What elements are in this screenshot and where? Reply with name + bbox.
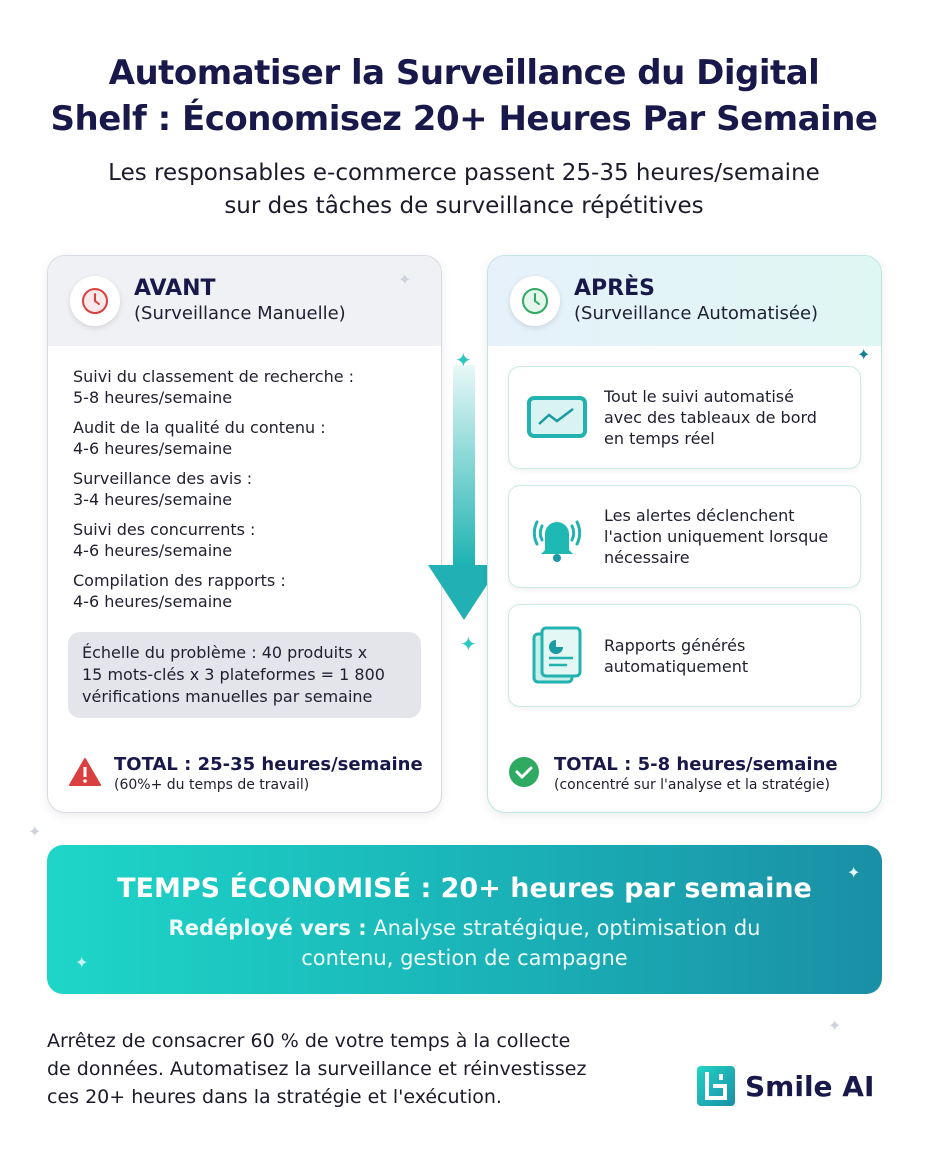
task-label: Compilation des rapports :: [73, 571, 286, 590]
before-total-value: TOTAL : 25-35 heures/semaine: [114, 754, 423, 775]
scale-line: 15 mots-clés x 3 plateformes = 1 800: [82, 665, 385, 684]
sparkle-icon: ✦: [28, 822, 42, 841]
subtitle-line-2: sur des tâches de surveillance répétitives: [224, 193, 704, 219]
brand-name: Smile AI: [745, 1069, 875, 1103]
feature-text: en temps réel: [604, 429, 715, 448]
before-total: [68, 754, 423, 794]
list-item: [73, 366, 416, 408]
bell-alert-icon: [509, 510, 604, 564]
feature-text: Tout le suivi automatisé: [604, 387, 794, 406]
sparkle-icon: ✦: [455, 348, 472, 372]
scale-line: Échelle du problème : 40 produits x: [82, 643, 368, 662]
task-hours: 3-4 heures/semaine: [73, 490, 233, 509]
title-line-2: Shelf : Économisez 20+ Heures Par Semaine: [50, 99, 878, 139]
sparkle-icon: ✦: [828, 1016, 842, 1035]
sparkle-icon: ✦: [75, 953, 89, 972]
sparkle-icon: ✦: [847, 863, 861, 882]
task-hours: 4-6 heures/semaine: [73, 541, 233, 560]
after-card: [487, 255, 882, 813]
banner-text-1: Analyse stratégique, optimisation du: [366, 916, 761, 940]
task-hours: 5-8 heures/semaine: [73, 388, 233, 407]
banner-text: [47, 913, 882, 973]
task-label: Surveillance des avis :: [73, 469, 253, 488]
brand-logo: [697, 1066, 874, 1106]
clock-icon: [70, 276, 120, 326]
feature-card: [508, 366, 861, 469]
banner-text-2: contenu, gestion de campagne: [301, 946, 628, 970]
before-heading: AVANT: [134, 276, 216, 301]
before-subheading: (Surveillance Manuelle): [134, 303, 346, 324]
task-label: Audit de la qualité du contenu :: [73, 418, 326, 437]
scale-line: vérifications manuelles par semaine: [82, 687, 373, 706]
feature-text: l'action uniquement lorsque: [604, 527, 829, 546]
before-total-note: (60%+ du temps de travail): [114, 777, 310, 793]
feature-text: avec des tableaux de bord: [604, 408, 817, 427]
task-label: Suivi du classement de recherche :: [73, 367, 355, 386]
after-total-note: (concentré sur l'analyse et la stratégie): [554, 777, 831, 793]
task-list: [48, 346, 441, 612]
warning-icon: [68, 757, 104, 791]
after-total-value: TOTAL : 5-8 heures/semaine: [554, 754, 838, 775]
feature-text: Rapports générés: [604, 635, 746, 655]
task-label: Suivi des concurrents :: [73, 520, 256, 539]
problem-scale-box: [68, 632, 421, 718]
list-item: [73, 417, 416, 459]
after-subheading: (Surveillance Automatisée): [574, 303, 819, 324]
dashboard-chart-icon: [509, 396, 604, 440]
title-line-1: Automatiser la Surveillance du Digital: [108, 53, 820, 93]
feature-text: automatiquement: [604, 656, 749, 676]
task-hours: 4-6 heures/semaine: [73, 592, 233, 611]
after-heading: APRÈS: [574, 276, 655, 301]
subtitle-line-1: Les responsables e-commerce passent 25-35 heures/semaine: [108, 160, 820, 186]
footer-line: ces 20+ heures dans la stratégie et l'exécution.: [47, 1086, 502, 1108]
subtitle: [0, 157, 928, 223]
feature-card: [508, 604, 861, 707]
time-saved-banner: [47, 845, 882, 994]
footer-text: [47, 1027, 667, 1111]
list-item: [73, 570, 416, 612]
before-header: [48, 256, 441, 346]
banner-headline: TEMPS ÉCONOMISÉ : 20+ heures par semaine: [117, 873, 812, 904]
report-document-icon: [509, 626, 604, 686]
after-total: [508, 754, 838, 794]
sparkle-icon: ✦: [460, 632, 477, 656]
list-item: [73, 468, 416, 510]
feature-text: nécessaire: [604, 548, 690, 567]
feature-text: Les alertes déclenchent: [604, 506, 795, 525]
footer-line: de données. Automatisez la surveillance et réinvestissez: [47, 1058, 587, 1080]
page-title: [0, 50, 928, 142]
banner-label: Redéployé vers :: [168, 916, 367, 940]
feature-card: [508, 485, 861, 588]
before-card: [47, 255, 442, 813]
sparkle-icon: ✦: [857, 345, 871, 364]
clock-icon: [510, 276, 560, 326]
smile-ai-logo-icon: [697, 1066, 735, 1106]
sparkle-icon: ✦: [398, 270, 412, 289]
after-header: [488, 256, 881, 346]
footer-line: Arrêtez de consacrer 60 % de votre temps à la collecte: [47, 1030, 571, 1052]
task-hours: 4-6 heures/semaine: [73, 439, 233, 458]
list-item: [73, 519, 416, 561]
check-circle-icon: [508, 756, 544, 792]
